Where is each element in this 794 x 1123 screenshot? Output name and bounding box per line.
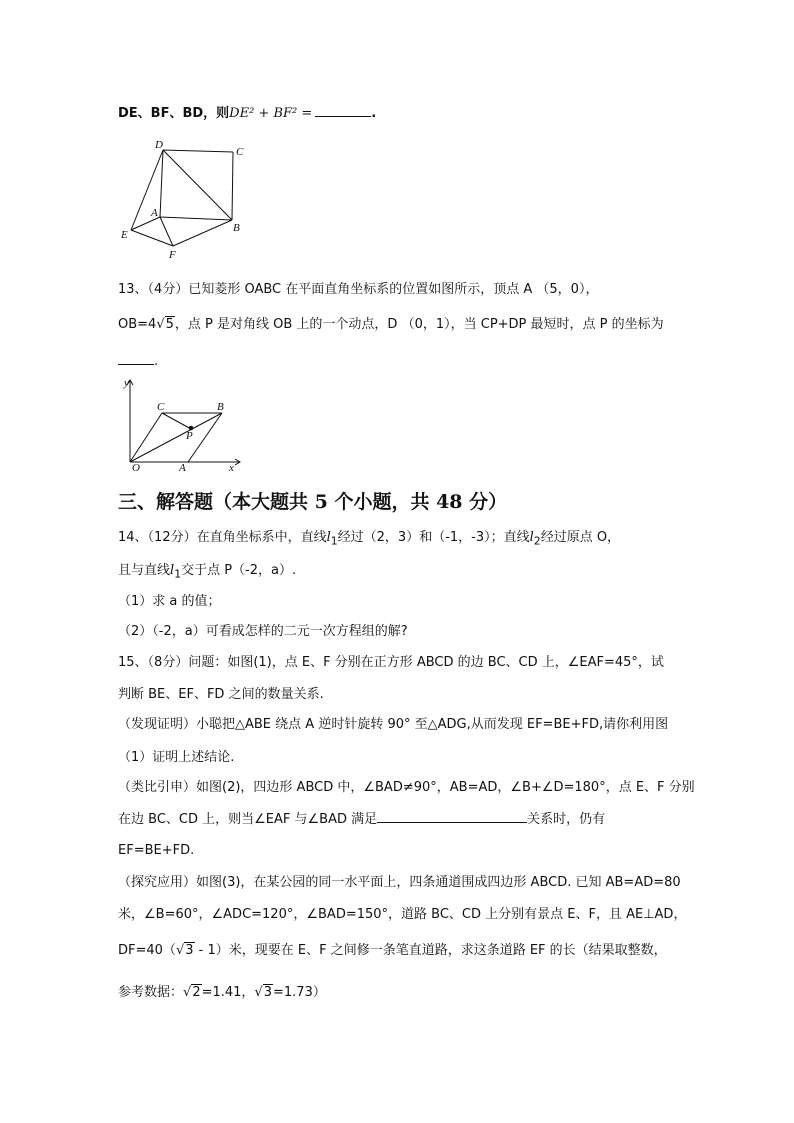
- q12-text: DE、BF、BD，则: [118, 106, 230, 121]
- q14-text-b: 经过（2，3）和（-1，-3）；直线: [337, 530, 530, 545]
- q13-line2: [118, 316, 664, 334]
- q15-line6: [118, 810, 605, 829]
- q15-line2: 判断 BE、EF、FD 之间的数量关系.: [118, 687, 324, 702]
- label-C: C: [157, 401, 165, 413]
- q15-line4: （1）证明上述结论.: [118, 750, 235, 765]
- q15-text10a: DF=40（: [118, 943, 176, 958]
- q13-text2: ，点 P 是对角线 OB 上的一个动点，D （0，1），当 CP+DP 最短时，点 P 的坐标为: [174, 317, 664, 332]
- q15-text11a: 参考数据：: [118, 985, 184, 1000]
- q15-text6a: 在边 BC、CD 上，则当∠EAF 与∠BAD 满足: [118, 812, 378, 827]
- sqrt-symbol: √2: [183, 985, 201, 1000]
- q14-l1-sub-again: 1: [174, 567, 182, 581]
- q14-text-c: 经过原点 O，: [540, 530, 621, 545]
- sqrt-symbol: √3: [175, 943, 194, 958]
- label-E: E: [121, 229, 128, 241]
- q15-rad11a: 2: [192, 985, 201, 1000]
- q12-formula: DE² + BF² =: [229, 106, 313, 121]
- q15-line9: 米，∠B=60°，∠ADC=120°，∠BAD=150°，道路 BC、CD 上分别有景点 E、F，且 AE⊥AD，: [118, 907, 687, 922]
- label-P: P: [186, 430, 193, 442]
- label-O: O: [132, 462, 140, 472]
- axis-x-label: x: [229, 462, 234, 472]
- q15-text11b: =1.41，: [201, 985, 255, 1000]
- q15-rad11b: 3: [263, 985, 273, 1000]
- q15-line11: [118, 984, 326, 1002]
- q14-text-d: 且与直线: [118, 563, 171, 578]
- q15-line1: 15、（8分）问题：如图(1)，点 E、F 分别在正方形 ABCD 的边 BC、CD 上，∠EAF=45°，试: [118, 655, 664, 670]
- q13-number: 13、（4分）: [118, 282, 189, 297]
- q14-text-a: 14、（12分）在直角坐标系中，直线: [118, 530, 327, 545]
- label-D: D: [155, 139, 163, 151]
- label-A: A: [151, 207, 158, 219]
- q14-l1-again: l: [170, 563, 175, 578]
- q15-text10b: - 1）米，现要在 E、F 之间修一条笔直道路，求这条道路 EF 的长（结果取整数，: [194, 943, 667, 958]
- q13-figure: [118, 374, 243, 472]
- q15-line5: （类比引申）如图(2)，四边形 ABCD 中，∠BAD≠90°，AB=AD，∠B+∠D=180°，点 E、F 分别: [118, 780, 695, 795]
- q13-answer-blank[interactable]: [118, 352, 154, 365]
- q14-text-e: 交于点 P（-2，a）.: [181, 563, 297, 578]
- q15-line7: EF=BE+FD.: [118, 843, 195, 858]
- q13-ob: OB=4: [118, 317, 157, 332]
- q15-text11c: =1.73）: [273, 985, 326, 1000]
- q14-part1: （1）求 a 的值；: [118, 594, 221, 609]
- q14-part2: （2）（-2，a）可看成怎样的二元一次方程组的解?: [118, 624, 408, 639]
- label-B: B: [217, 401, 224, 413]
- q14-line2: [118, 562, 296, 584]
- q13-line1: [118, 281, 598, 299]
- q14-l2: l: [529, 530, 534, 545]
- q14-line1: [118, 529, 620, 551]
- q14-l1: l: [326, 530, 331, 545]
- q12-answer-blank[interactable]: [315, 104, 371, 117]
- label-F: F: [169, 249, 176, 260]
- q13-line3: [118, 352, 158, 371]
- label-C: C: [236, 146, 244, 158]
- section-title: 三、解答题（本大题共 5 个小题，共 48 分）: [118, 491, 508, 513]
- q14-l2-sub: 2: [533, 534, 541, 548]
- axis-y-label: y: [124, 377, 129, 389]
- q13-text1: 已知菱形 OABC 在平面直角坐标系的位置如图所示，顶点 A （5，0），: [188, 282, 599, 297]
- sqrt-symbol: √5: [156, 317, 174, 332]
- q13-suffix: .: [154, 354, 159, 369]
- q15-rad10: 3: [185, 943, 194, 958]
- q15-answer-blank[interactable]: [377, 810, 527, 823]
- label-A: A: [179, 462, 186, 472]
- sqrt-symbol: √3: [254, 985, 273, 1000]
- q15-line3: （发现证明）小聪把△ABE 绕点 A 逆时针旋转 90° 至△ADG,从而发现 EF=BE+FD,请你利用图: [118, 717, 669, 732]
- q12-figure: [118, 138, 258, 260]
- q15-line10: [118, 942, 667, 960]
- q15-line8: （探究应用）如图(3)，在某公园的同一水平面上，四条通道围成四边形 ABCD. 已知 AB=AD=80: [118, 875, 681, 890]
- q14-l1-sub: 1: [330, 534, 338, 548]
- label-B: B: [233, 222, 240, 234]
- q12-question-line: [118, 104, 376, 123]
- q12-suffix: .: [371, 106, 377, 121]
- q15-text6b: 关系时，仍有: [527, 812, 606, 827]
- q13-radicand: 5: [165, 317, 174, 332]
